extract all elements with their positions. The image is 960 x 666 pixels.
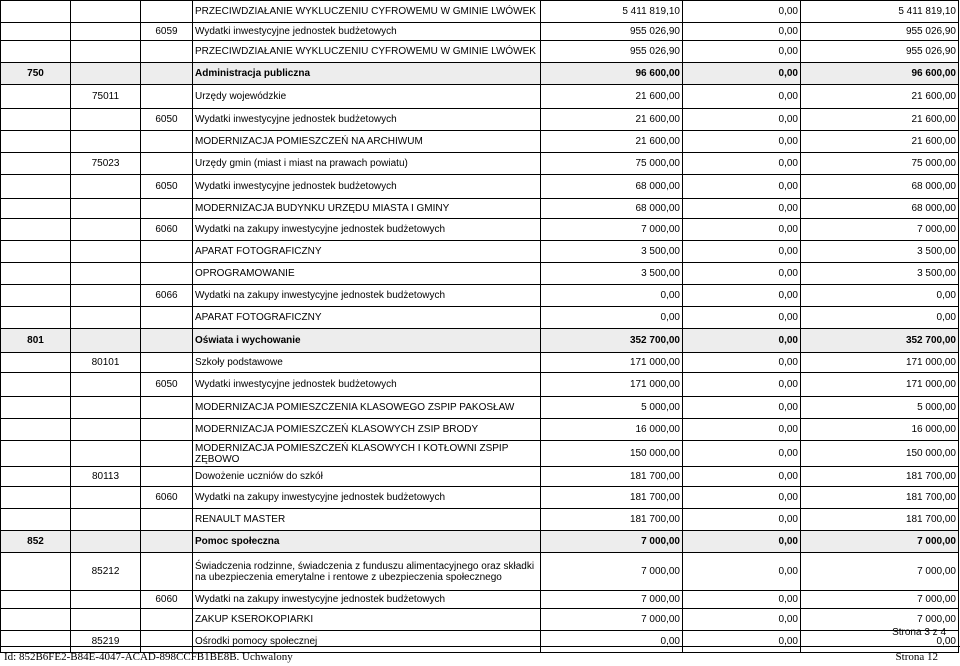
amount-change: 0,00 xyxy=(683,307,801,329)
amount-after: 96 600,00 xyxy=(801,63,959,85)
amount-after: 7 000,00 xyxy=(801,553,959,591)
amount-change: 0,00 xyxy=(683,23,801,41)
rozdzial-code xyxy=(71,509,141,531)
amount-after: 21 600,00 xyxy=(801,131,959,153)
amount-after: 171 000,00 xyxy=(801,373,959,397)
row-description: Wydatki inwestycyjne jednostek budżetowych xyxy=(193,109,541,131)
amount-before: 68 000,00 xyxy=(541,175,683,199)
rozdzial-code xyxy=(71,41,141,63)
rozdzial-code xyxy=(71,23,141,41)
row-description: Wydatki inwestycyjne jednostek budżetowych xyxy=(193,175,541,199)
dzial-code xyxy=(1,241,71,263)
amount-before: 0,00 xyxy=(541,631,683,653)
row-description: PRZECIWDZIAŁANIE WYKLUCZENIU CYFROWEMU W GMINIE LWÓWEK xyxy=(193,1,541,23)
table-row-rozdzial xyxy=(1,85,959,109)
row-description: MODERNIZACJA POMIESZCZEŃ KLASOWYCH I KOTŁOWNI ZSPIP ZĘBOWO xyxy=(193,441,541,467)
amount-before: 7 000,00 xyxy=(541,219,683,241)
amount-change: 0,00 xyxy=(683,353,801,373)
amount-before: 21 600,00 xyxy=(541,85,683,109)
amount-after: 150 000,00 xyxy=(801,441,959,467)
paragraf-code: 6060 xyxy=(141,487,193,509)
row-description: Pomoc społeczna xyxy=(193,531,541,553)
amount-change: 0,00 xyxy=(683,109,801,131)
amount-before: 955 026,90 xyxy=(541,23,683,41)
table-row-para xyxy=(1,23,959,41)
paragraf-code: 6059 xyxy=(141,23,193,41)
amount-change: 0,00 xyxy=(683,1,801,23)
paragraf-code: 6050 xyxy=(141,373,193,397)
amount-change: 0,00 xyxy=(683,329,801,353)
amount-before: 0,00 xyxy=(541,285,683,307)
paragraf-code xyxy=(141,509,193,531)
rozdzial-code xyxy=(71,373,141,397)
amount-before: 181 700,00 xyxy=(541,487,683,509)
dzial-code xyxy=(1,487,71,509)
table-row-item xyxy=(1,397,959,419)
amount-after: 5 411 819,10 xyxy=(801,1,959,23)
footer-divider xyxy=(0,646,960,647)
table-row-item xyxy=(1,419,959,441)
paragraf-code xyxy=(141,329,193,353)
amount-after: 181 700,00 xyxy=(801,509,959,531)
paragraf-code xyxy=(141,1,193,23)
amount-after: 21 600,00 xyxy=(801,109,959,131)
rozdzial-code xyxy=(71,487,141,509)
row-description: MODERNIZACJA POMIESZCZENIA KLASOWEGO ZSPIP PAKOSŁAW xyxy=(193,397,541,419)
rozdzial-code xyxy=(71,109,141,131)
paragraf-code xyxy=(141,397,193,419)
rozdzial-code: 85219 xyxy=(71,631,141,653)
table-row-item xyxy=(1,307,959,329)
amount-before: 150 000,00 xyxy=(541,441,683,467)
amount-change: 0,00 xyxy=(683,241,801,263)
amount-before: 16 000,00 xyxy=(541,419,683,441)
table-row-rozdzial xyxy=(1,353,959,373)
amount-before: 75 000,00 xyxy=(541,153,683,175)
row-description: Wydatki inwestycyjne jednostek budżetowych xyxy=(193,23,541,41)
page-number: Strona 12 xyxy=(895,651,938,663)
amount-after: 181 700,00 xyxy=(801,487,959,509)
rozdzial-code: 80101 xyxy=(71,353,141,373)
rozdzial-code xyxy=(71,285,141,307)
amount-before: 955 026,90 xyxy=(541,41,683,63)
dzial-code xyxy=(1,263,71,285)
paragraf-code: 6060 xyxy=(141,219,193,241)
table-row-dzial xyxy=(1,63,959,85)
amount-after: 7 000,00 xyxy=(801,609,959,631)
table-row-item xyxy=(1,241,959,263)
table-row-rozdzial xyxy=(1,631,959,653)
dzial-code xyxy=(1,175,71,199)
table-row-para xyxy=(1,109,959,131)
rozdzial-code xyxy=(71,63,141,85)
rozdzial-code xyxy=(71,531,141,553)
amount-before: 5 411 819,10 xyxy=(541,1,683,23)
dzial-code xyxy=(1,509,71,531)
amount-before: 0,00 xyxy=(541,307,683,329)
dzial-code xyxy=(1,23,71,41)
rozdzial-code: 80113 xyxy=(71,467,141,487)
amount-after: 3 500,00 xyxy=(801,241,959,263)
rozdzial-code: 85212 xyxy=(71,553,141,591)
dzial-code xyxy=(1,373,71,397)
table-row-item xyxy=(1,609,959,631)
dzial-code xyxy=(1,85,71,109)
dzial-code xyxy=(1,397,71,419)
row-description: OPROGRAMOWANIE xyxy=(193,263,541,285)
amount-after: 16 000,00 xyxy=(801,419,959,441)
rozdzial-code xyxy=(71,397,141,419)
row-description: Dowożenie uczniów do szkół xyxy=(193,467,541,487)
amount-after: 21 600,00 xyxy=(801,85,959,109)
table-row-rozdzial xyxy=(1,153,959,175)
table-row-para xyxy=(1,487,959,509)
paragraf-code xyxy=(141,609,193,631)
dzial-code xyxy=(1,591,71,609)
row-description: Świadczenia rodzinne, świadczenia z funduszu alimentacyjnego oraz składki na ubezpieczenia emerytalne i rentowe z ubezpieczenia społecznego xyxy=(193,553,541,591)
dzial-code xyxy=(1,631,71,653)
dzial-code xyxy=(1,109,71,131)
amount-before: 96 600,00 xyxy=(541,63,683,85)
dzial-code xyxy=(1,41,71,63)
rozdzial-code xyxy=(71,329,141,353)
amount-change: 0,00 xyxy=(683,153,801,175)
amount-before: 68 000,00 xyxy=(541,199,683,219)
amount-before: 171 000,00 xyxy=(541,353,683,373)
amount-before: 21 600,00 xyxy=(541,131,683,153)
amount-before: 7 000,00 xyxy=(541,531,683,553)
table-row-para xyxy=(1,373,959,397)
rozdzial-code xyxy=(71,591,141,609)
paragraf-code xyxy=(141,263,193,285)
rozdzial-code xyxy=(71,199,141,219)
amount-change: 0,00 xyxy=(683,397,801,419)
table-row-para xyxy=(1,285,959,307)
paragraf-code xyxy=(141,441,193,467)
amount-after: 7 000,00 xyxy=(801,591,959,609)
amount-before: 7 000,00 xyxy=(541,591,683,609)
row-description: APARAT FOTOGRAFICZNY xyxy=(193,307,541,329)
amount-change: 0,00 xyxy=(683,509,801,531)
page-counter: Strona 3 z 4 xyxy=(892,627,946,638)
amount-before: 7 000,00 xyxy=(541,609,683,631)
amount-change: 0,00 xyxy=(683,531,801,553)
rozdzial-code xyxy=(71,441,141,467)
paragraf-code xyxy=(141,41,193,63)
amount-change: 0,00 xyxy=(683,219,801,241)
paragraf-code xyxy=(141,199,193,219)
dzial-code: 801 xyxy=(1,329,71,353)
row-description: Wydatki na zakupy inwestycyjne jednostek budżetowych xyxy=(193,591,541,609)
amount-after: 7 000,00 xyxy=(801,531,959,553)
amount-after: 0,00 xyxy=(801,631,959,653)
row-description: Administracja publiczna xyxy=(193,63,541,85)
dzial-code xyxy=(1,419,71,441)
amount-change: 0,00 xyxy=(683,419,801,441)
amount-after: 68 000,00 xyxy=(801,175,959,199)
amount-change: 0,00 xyxy=(683,41,801,63)
amount-change: 0,00 xyxy=(683,63,801,85)
paragraf-code xyxy=(141,241,193,263)
amount-change: 0,00 xyxy=(683,609,801,631)
table-row-item xyxy=(1,441,959,467)
table-row-dzial xyxy=(1,531,959,553)
amount-change: 0,00 xyxy=(683,263,801,285)
paragraf-code: 6066 xyxy=(141,285,193,307)
amount-after: 955 026,90 xyxy=(801,23,959,41)
rozdzial-code: 75011 xyxy=(71,85,141,109)
budget-rows xyxy=(1,1,959,653)
row-description: MODERNIZACJA POMIESZCZEŃ KLASOWYCH ZSIP BRODY xyxy=(193,419,541,441)
dzial-code xyxy=(1,1,71,23)
amount-change: 0,00 xyxy=(683,199,801,219)
amount-change: 0,00 xyxy=(683,591,801,609)
paragraf-code xyxy=(141,531,193,553)
amount-after: 955 026,90 xyxy=(801,41,959,63)
dzial-code xyxy=(1,199,71,219)
table-row-item xyxy=(1,1,959,23)
table-row-item xyxy=(1,199,959,219)
paragraf-code xyxy=(141,307,193,329)
amount-change: 0,00 xyxy=(683,285,801,307)
rozdzial-code xyxy=(71,241,141,263)
table-row-para xyxy=(1,591,959,609)
amount-after: 5 000,00 xyxy=(801,397,959,419)
rozdzial-code xyxy=(71,609,141,631)
amount-after: 0,00 xyxy=(801,285,959,307)
row-description: MODERNIZACJA BUDYNKU URZĘDU MIASTA I GMINY xyxy=(193,199,541,219)
amount-after: 7 000,00 xyxy=(801,219,959,241)
row-description: Ośrodki pomocy społecznej xyxy=(193,631,541,653)
amount-change: 0,00 xyxy=(683,467,801,487)
dzial-code xyxy=(1,553,71,591)
table-row-rozdzial xyxy=(1,553,959,591)
paragraf-code xyxy=(141,131,193,153)
row-description: Wydatki na zakupy inwestycyjne jednostek budżetowych xyxy=(193,219,541,241)
rozdzial-code xyxy=(71,419,141,441)
paragraf-code xyxy=(141,63,193,85)
paragraf-code: 6050 xyxy=(141,109,193,131)
row-description: Szkoły podstawowe xyxy=(193,353,541,373)
paragraf-code xyxy=(141,153,193,175)
amount-change: 0,00 xyxy=(683,631,801,653)
table-row-item xyxy=(1,263,959,285)
dzial-code: 852 xyxy=(1,531,71,553)
table-row-para xyxy=(1,219,959,241)
table-row-item xyxy=(1,131,959,153)
rozdzial-code: 75023 xyxy=(71,153,141,175)
paragraf-code: 6050 xyxy=(141,175,193,199)
row-description: Wydatki na zakupy inwestycyjne jednostek budżetowych xyxy=(193,487,541,509)
row-description: Urzędy wojewódzkie xyxy=(193,85,541,109)
row-description: MODERNIZACJA POMIESZCZEŃ NA ARCHIWUM xyxy=(193,131,541,153)
amount-before: 352 700,00 xyxy=(541,329,683,353)
dzial-code xyxy=(1,353,71,373)
amount-after: 0,00 xyxy=(801,307,959,329)
row-description: Urzędy gmin (miast i miast na prawach powiatu) xyxy=(193,153,541,175)
amount-change: 0,00 xyxy=(683,441,801,467)
paragraf-code: 6060 xyxy=(141,591,193,609)
amount-before: 181 700,00 xyxy=(541,467,683,487)
amount-change: 0,00 xyxy=(683,373,801,397)
amount-before: 181 700,00 xyxy=(541,509,683,531)
paragraf-code xyxy=(141,553,193,591)
amount-change: 0,00 xyxy=(683,553,801,591)
amount-after: 68 000,00 xyxy=(801,199,959,219)
dzial-code xyxy=(1,307,71,329)
amount-before: 7 000,00 xyxy=(541,553,683,591)
table-row-dzial xyxy=(1,329,959,353)
row-description: APARAT FOTOGRAFICZNY xyxy=(193,241,541,263)
rozdzial-code xyxy=(71,1,141,23)
row-description: PRZECIWDZIAŁANIE WYKLUCZENIU CYFROWEMU W GMINIE LWÓWEK xyxy=(193,41,541,63)
paragraf-code xyxy=(141,631,193,653)
dzial-code xyxy=(1,153,71,175)
dzial-code xyxy=(1,219,71,241)
rozdzial-code xyxy=(71,307,141,329)
amount-change: 0,00 xyxy=(683,85,801,109)
paragraf-code xyxy=(141,353,193,373)
row-description: ZAKUP KSEROKOPIARKI xyxy=(193,609,541,631)
amount-change: 0,00 xyxy=(683,175,801,199)
amount-after: 3 500,00 xyxy=(801,263,959,285)
amount-after: 352 700,00 xyxy=(801,329,959,353)
dzial-code xyxy=(1,467,71,487)
rozdzial-code xyxy=(71,219,141,241)
amount-before: 171 000,00 xyxy=(541,373,683,397)
paragraf-code xyxy=(141,419,193,441)
table-row-para xyxy=(1,175,959,199)
amount-before: 21 600,00 xyxy=(541,109,683,131)
table-row-item xyxy=(1,41,959,63)
rozdzial-code xyxy=(71,263,141,285)
table-row-rozdzial xyxy=(1,467,959,487)
amount-before: 5 000,00 xyxy=(541,397,683,419)
row-description: Wydatki inwestycyjne jednostek budżetowych xyxy=(193,373,541,397)
paragraf-code xyxy=(141,467,193,487)
amount-change: 0,00 xyxy=(683,131,801,153)
table-row-item xyxy=(1,509,959,531)
amount-after: 171 000,00 xyxy=(801,353,959,373)
amount-after: 75 000,00 xyxy=(801,153,959,175)
rozdzial-code xyxy=(71,175,141,199)
rozdzial-code xyxy=(71,131,141,153)
amount-change: 0,00 xyxy=(683,487,801,509)
dzial-code xyxy=(1,441,71,467)
document-id: Id: 852B6FE2-B84E-4047-ACAD-898CCFB1BE8B. Uchwalony xyxy=(4,651,293,663)
dzial-code: 750 xyxy=(1,63,71,85)
amount-before: 3 500,00 xyxy=(541,263,683,285)
amount-before: 3 500,00 xyxy=(541,241,683,263)
row-description: Oświata i wychowanie xyxy=(193,329,541,353)
amount-after: 181 700,00 xyxy=(801,467,959,487)
row-description: Wydatki na zakupy inwestycyjne jednostek budżetowych xyxy=(193,285,541,307)
dzial-code xyxy=(1,609,71,631)
row-description: RENAULT MASTER xyxy=(193,509,541,531)
dzial-code xyxy=(1,131,71,153)
paragraf-code xyxy=(141,85,193,109)
dzial-code xyxy=(1,285,71,307)
